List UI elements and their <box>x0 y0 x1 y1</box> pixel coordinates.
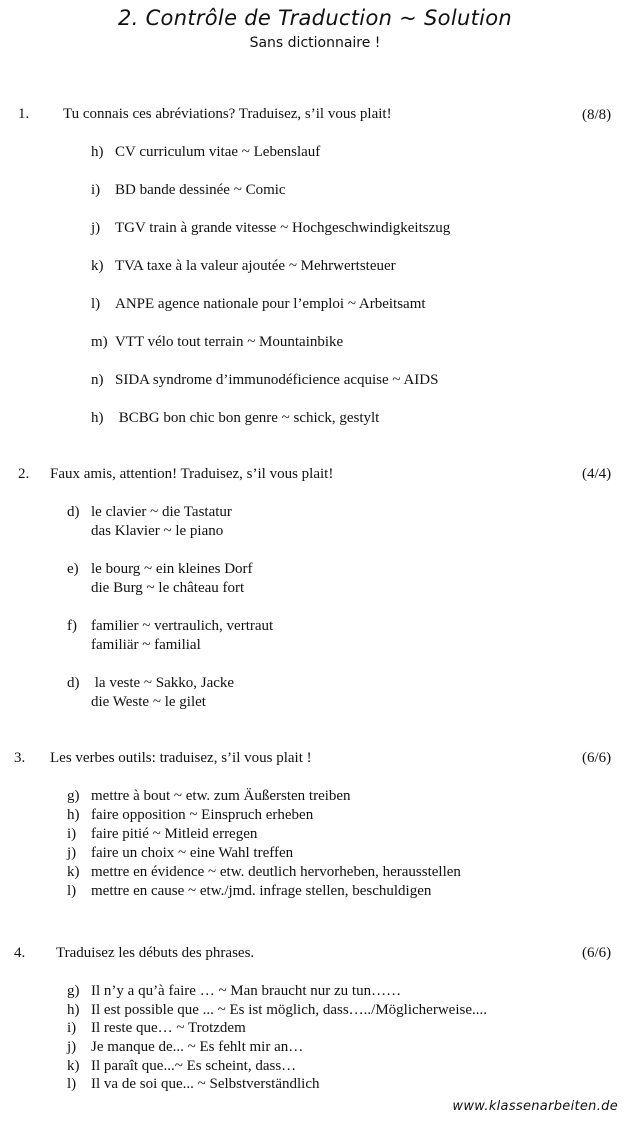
item-text: faire opposition ~ Einspruch erheben <box>91 807 314 823</box>
item-text-line2: die Weste ~ le gilet <box>91 694 206 710</box>
item-text: Il reste que… ~ Trotzdem <box>91 1020 246 1036</box>
question-4-score: (6/6) <box>582 945 612 961</box>
item-text: SIDA syndrome d’immunodéficience acquise ~ AIDS <box>115 372 439 388</box>
item-text: TVA taxe à la valeur ajoutée ~ Mehrwertsteuer <box>115 258 396 274</box>
question-2-text: Faux amis, attention! Traduisez, s’il vous plait! <box>50 466 334 482</box>
list-item <box>67 845 293 862</box>
list-item <box>67 618 273 635</box>
item-text: le bourg ~ ein kleines Dorf <box>91 561 253 577</box>
question-3-number: 3. <box>14 750 26 766</box>
item-text-line2: familiär ~ familial <box>91 637 201 653</box>
list-item <box>67 1076 320 1093</box>
list-item <box>67 1039 303 1056</box>
item-text: VTT vélo tout terrain ~ Mountainbike <box>115 334 344 350</box>
item-text: la veste ~ Sakko, Jacke <box>91 675 235 691</box>
list-item <box>67 1002 487 1019</box>
item-text: faire pitié ~ Mitleid erregen <box>91 826 258 842</box>
list-item <box>67 675 234 692</box>
list-item <box>67 1058 296 1075</box>
item-text: BD bande dessinée ~ Comic <box>115 182 286 198</box>
list-item <box>67 1020 246 1037</box>
list-item <box>67 983 401 1000</box>
item-label: h) <box>67 807 80 823</box>
list-item <box>91 372 438 389</box>
item-label: l) <box>67 1076 77 1092</box>
list-item <box>67 788 351 805</box>
list-item <box>67 561 253 578</box>
item-label: h) <box>91 410 104 426</box>
item-text: Il est possible que ... ~ Es ist möglich, dass…../Möglicherweise.... <box>91 1002 487 1018</box>
list-item <box>67 826 257 843</box>
question-3-score: (6/6) <box>582 750 612 766</box>
item-label: l) <box>91 296 101 312</box>
item-label: d) <box>67 504 80 520</box>
item-label: k) <box>91 258 104 274</box>
item-label: m) <box>91 334 108 350</box>
item-text: CV curriculum vitae ~ Lebenslauf <box>115 144 321 160</box>
item-text: Il va de soi que... ~ Selbstverständlich <box>91 1076 320 1092</box>
item-text: familier ~ vertraulich, vertraut <box>91 618 274 634</box>
list-item <box>67 864 461 881</box>
website-link[interactable]: www.klassenarbeiten.de <box>452 1099 618 1114</box>
item-text-line2: das Klavier ~ le piano <box>91 523 224 539</box>
item-text: ANPE agence nationale pour l’emploi ~ Arbeitsamt <box>115 296 426 312</box>
item-label: l) <box>67 883 77 899</box>
question-4-number: 4. <box>14 945 26 961</box>
item-label: g) <box>67 983 80 999</box>
list-item <box>91 220 450 237</box>
list-item <box>67 504 232 521</box>
question-3-text: Les verbes outils: traduisez, s’il vous plait ! <box>50 750 312 766</box>
item-label: j) <box>67 1039 77 1055</box>
question-1-score: (8/8) <box>582 107 612 123</box>
page-title: 2. Contrôle de Traduction ~ Solution <box>117 6 512 30</box>
item-label: f) <box>67 618 77 634</box>
item-label: e) <box>67 561 79 577</box>
item-text: Il paraît que...~ Es scheint, dass… <box>91 1058 297 1074</box>
item-text-line2: die Burg ~ le château fort <box>91 580 245 596</box>
list-item <box>91 296 426 313</box>
item-label: j) <box>67 845 77 861</box>
item-text: mettre en évidence ~ etw. deutlich hervorheben, herausstellen <box>91 864 461 880</box>
item-label: j) <box>91 220 101 236</box>
list-item <box>91 182 286 199</box>
list-item <box>67 883 431 900</box>
list-item <box>91 334 343 351</box>
question-2-score: (4/4) <box>582 466 612 482</box>
question-1-number: 1. <box>18 106 30 122</box>
item-label: d) <box>67 675 80 691</box>
item-label: h) <box>91 144 104 160</box>
list-item <box>91 410 379 427</box>
item-label: g) <box>67 788 80 804</box>
list-item <box>91 144 320 161</box>
item-text: TGV train à grande vitesse ~ Hochgeschwindigkeitszug <box>115 220 451 236</box>
question-1-text: Tu connais ces abréviations? Traduisez, s’il vous plait! <box>63 106 392 122</box>
question-2-number: 2. <box>18 466 30 482</box>
item-label: k) <box>67 864 80 880</box>
item-text: le clavier ~ die Tastatur <box>91 504 232 520</box>
item-text: mettre en cause ~ etw./jmd. infrage stellen, beschuldigen <box>91 883 432 899</box>
item-text: faire un choix ~ eine Wahl treffen <box>91 845 294 861</box>
item-text: BCBG bon chic bon genre ~ schick, gestylt <box>115 410 380 426</box>
item-text: Je manque de... ~ Es fehlt mir an… <box>91 1039 304 1055</box>
question-4-text: Traduisez les débuts des phrases. <box>56 945 255 961</box>
item-label: i) <box>91 182 101 198</box>
item-label: i) <box>67 1020 77 1036</box>
item-label: n) <box>91 372 104 388</box>
item-text: Il n’y a qu’à faire … ~ Man braucht nur zu tun…… <box>91 983 402 999</box>
page-subtitle: Sans dictionnaire ! <box>249 35 381 51</box>
item-label: k) <box>67 1058 80 1074</box>
list-item <box>91 258 396 275</box>
list-item <box>67 807 313 824</box>
item-text: mettre à bout ~ etw. zum Äußersten treiben <box>91 788 351 804</box>
item-label: h) <box>67 1002 80 1018</box>
item-label: i) <box>67 826 77 842</box>
